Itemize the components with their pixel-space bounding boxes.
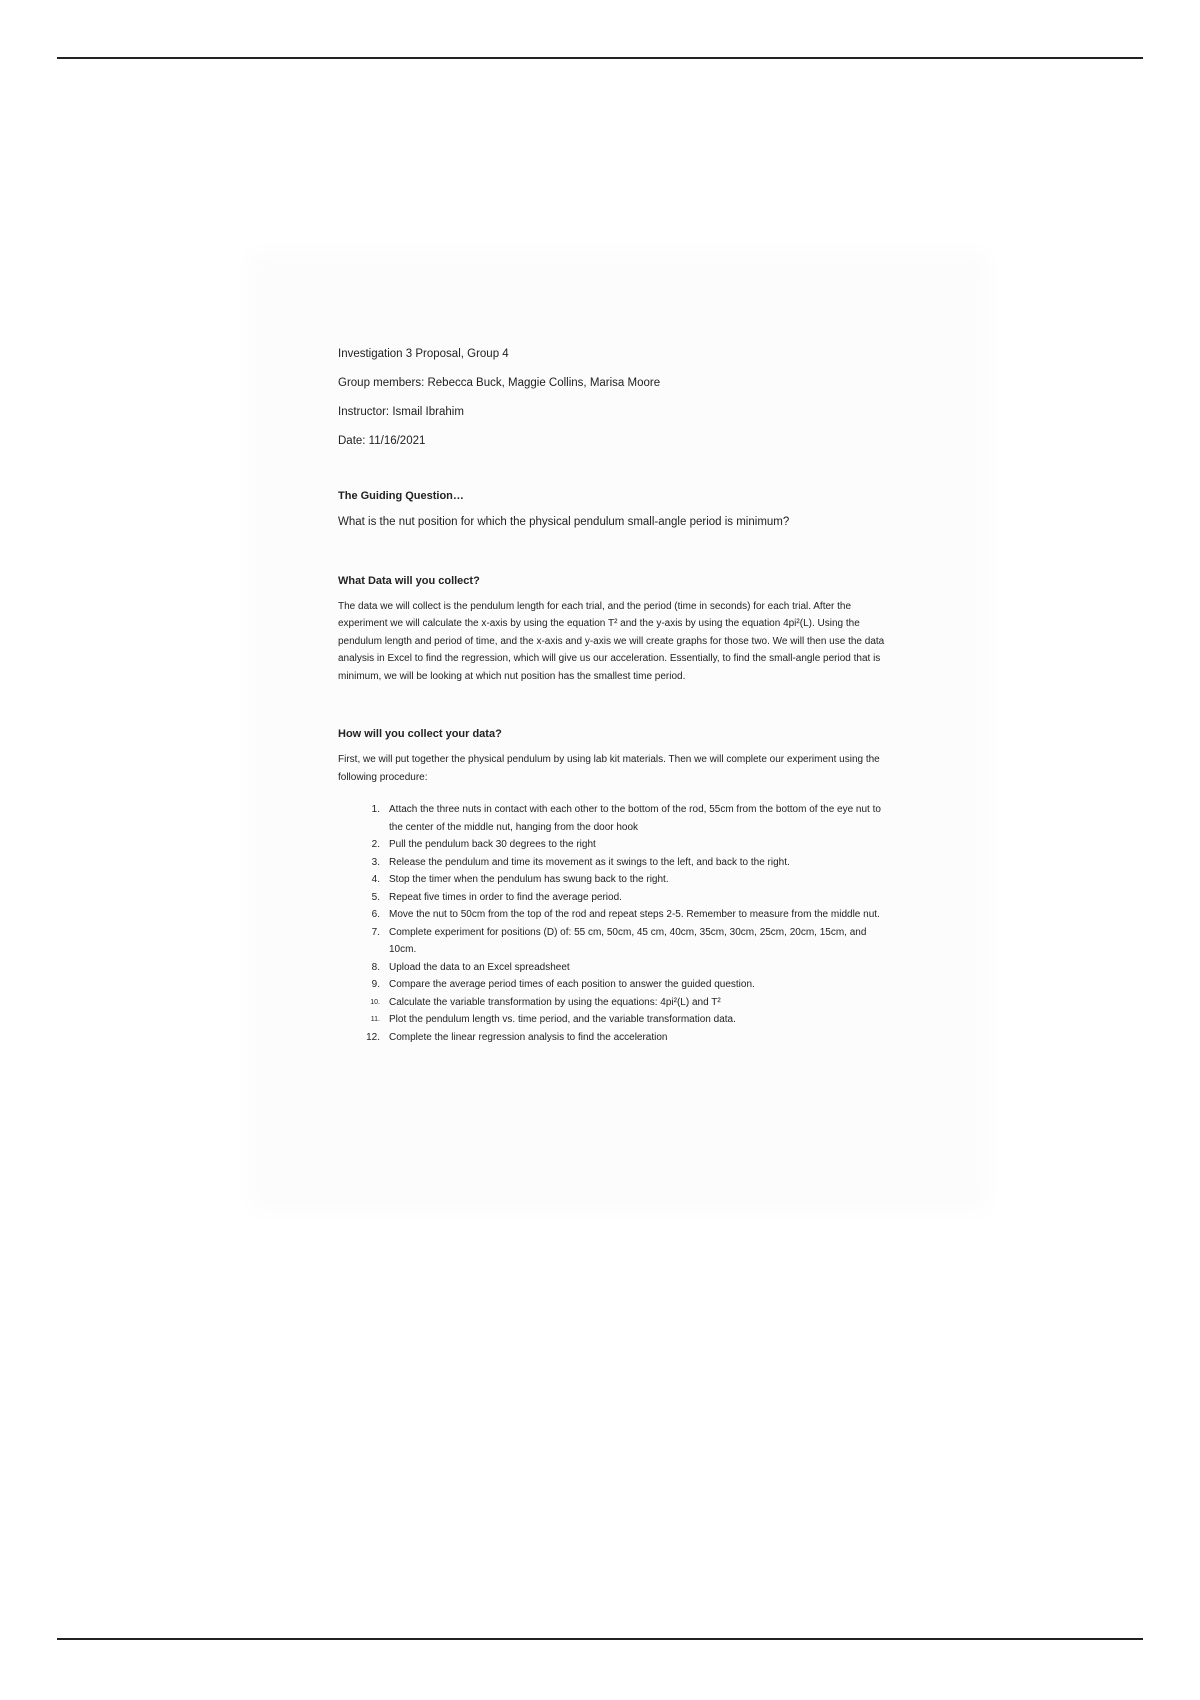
proposal-title: Investigation 3 Proposal, Group 4 — [338, 348, 509, 360]
step-text: Repeat five times in order to find the average period. — [389, 891, 622, 903]
step-text: Pull the pendulum back 30 degrees to the right — [389, 839, 596, 850]
step-number: 12. — [366, 1031, 380, 1043]
step-number: 6. — [371, 909, 380, 920]
step-number: 3. — [371, 856, 380, 868]
instructor: Instructor: Ismail Ibrahim — [338, 406, 464, 418]
date: Date: 11/16/2021 — [338, 435, 426, 447]
procedure-list — [338, 801, 903, 1046]
data-collect-heading: What Data will you collect? — [338, 574, 480, 587]
procedure-step — [338, 854, 903, 872]
step-number: 2. — [371, 839, 380, 850]
procedure-step — [338, 871, 903, 889]
guiding-question-text: What is the nut position for which the physical pendulum small-angle period is minimum? — [338, 516, 790, 528]
procedure-step — [338, 959, 903, 977]
step-text: Upload the data to an Excel spreadsheet — [389, 961, 570, 973]
step-number: 8. — [371, 961, 380, 973]
guiding-question-heading: The Guiding Question… — [338, 490, 464, 502]
bottom-rule — [57, 1638, 1143, 1640]
step-number: 10. — [370, 998, 380, 1006]
procedure-step — [338, 994, 903, 1012]
step-text: Stop the timer when the pendulum has swung back to the right. — [389, 874, 669, 885]
data-collect-paragraph: The data we will collect is the pendulum length for each trial, and the period (time in seconds) for each trial. After the experiment we will calculate the x-axis by using the equation T² and the y-axis by using the equation 4pi²(L). Using the pendulum length and period of time, and the x-axis and y-axis we will create graphs for those two. We will then use the data analysis in Excel to find the regression, which will give us our acceleration. Essentially, to find the small-angle period that is minimum, we will be looking at which nut position has the smallest time period. — [338, 600, 885, 682]
procedure-step — [338, 801, 903, 836]
step-text: Move the nut to 50cm from the top of the rod and repeat steps 2-5. Remember to measure from the middle nut. — [389, 909, 880, 920]
how-collect-heading: How will you collect your data? — [338, 728, 502, 740]
group-members: Group members: Rebecca Buck, Maggie Collins, Marisa Moore — [338, 377, 661, 389]
step-number: 4. — [371, 874, 380, 885]
step-text: Calculate the variable transformation by using the equations: 4pi²(L) and T² — [389, 996, 721, 1008]
how-collect-paragraph: First, we will put together the physical pendulum by using lab kit materials. Then we will complete our experiment using the following procedure: — [338, 754, 880, 783]
step-number: 9. — [371, 979, 380, 990]
step-number: 5. — [371, 891, 380, 903]
step-text: Complete the linear regression analysis to find the acceleration — [389, 1031, 668, 1043]
procedure-step — [338, 906, 903, 924]
scanned-document-page — [258, 260, 980, 1202]
top-rule — [57, 57, 1143, 59]
step-number: 11. — [370, 1016, 380, 1023]
step-text: Complete experiment for positions (D) of: 55 cm, 50cm, 45 cm, 40cm, 35cm, 30cm, 25cm, 20cm, 15cm, and 10cm. — [389, 926, 867, 955]
step-text: Release the pendulum and time its movement as it swings to the left, and back to the right. — [389, 856, 790, 868]
step-text: Compare the average period times of each position to answer the guided question. — [389, 979, 755, 990]
procedure-step — [338, 924, 903, 959]
step-number: 1. — [371, 804, 380, 815]
step-text: Attach the three nuts in contact with each other to the bottom of the rod, 55cm from the bottom of the eye nut to the center of the middle nut, hanging from the door hook — [389, 804, 881, 833]
procedure-step — [338, 976, 903, 994]
procedure-step — [338, 836, 903, 854]
document-text — [338, 345, 903, 1046]
procedure-step — [338, 889, 903, 907]
procedure-step — [338, 1011, 903, 1029]
step-text: Plot the pendulum length vs. time period, and the variable transformation data. — [389, 1014, 736, 1025]
procedure-step — [338, 1029, 903, 1047]
step-number: 7. — [371, 926, 380, 938]
